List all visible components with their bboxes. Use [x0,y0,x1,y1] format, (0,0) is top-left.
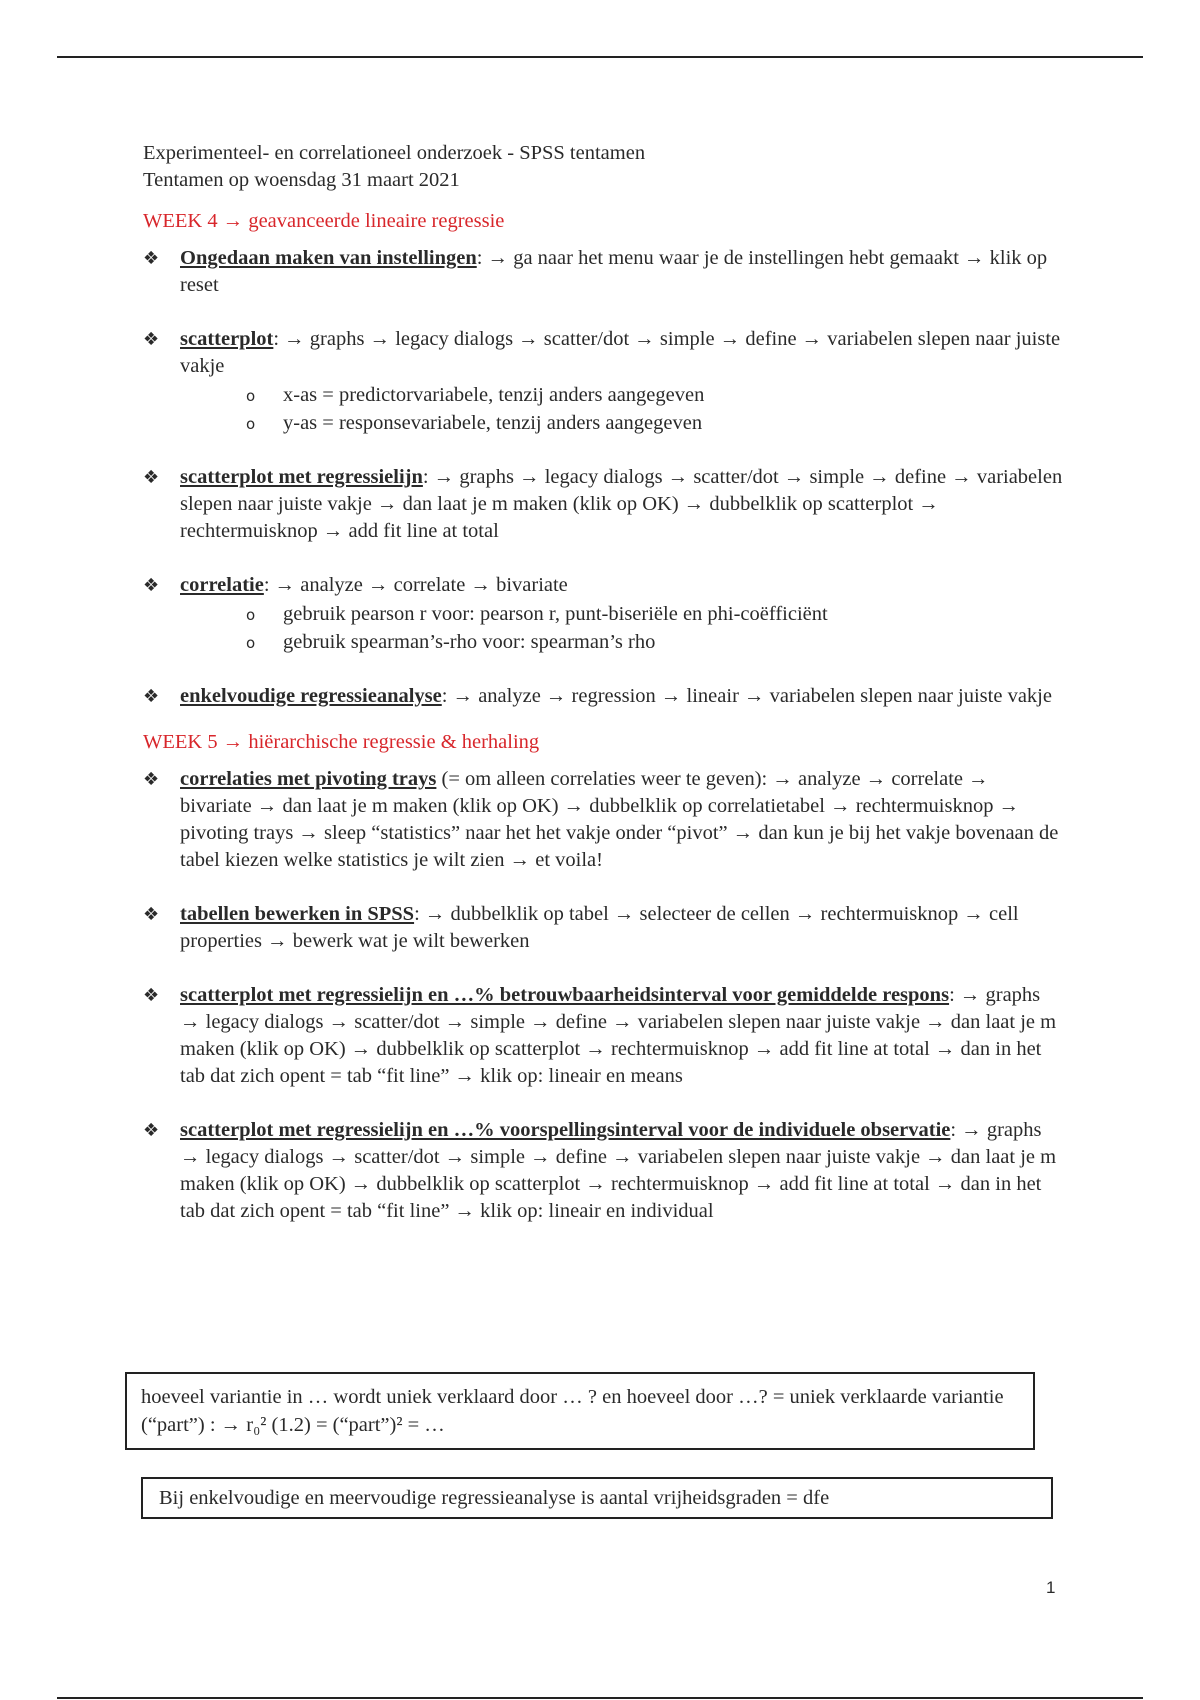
week5-list [143,766,1063,1225]
diamond-bullet-icon: ❖ [143,769,160,790]
document-body [143,140,1063,1252]
bullet-text: : → analyze → regression → lineair → variabelen slepen naar juiste vakje [441,685,1052,707]
bullet-text: (= om alleen correlaties weer te geven): → analyze → correlate → bivariate → dan laat je m maken (klik op OK) → dubbelklik op correlatietabel → rechtermuisknop → pivoting trays → sleep “statistics” naar het het vakje onder “pivot” → dan kun je bij het vakje bovenaan de tabel kiezen welke statistics je wilt zien → et voila! [180,768,1059,871]
diamond-bullet-icon: ❖ [143,575,160,596]
diamond-bullet-icon: ❖ [143,248,160,269]
bullet-term: tabellen bewerken in SPSS [180,903,415,925]
sub-list [180,382,1063,437]
circle-bullet-icon: o [246,415,256,433]
doc-date: Tentamen op woensdag 31 maart 2021 [143,169,460,191]
sub-item-text: y-as = responsevariabele, tenzij anders aangegeven [283,412,703,434]
bullet-text: : → graphs → legacy dialogs → scatter/dot → simple → define → variabelen slepen naar juiste vakje → dan laat je m maken (klik op OK) → dubbelklik op scatterplot → rechtermuisknop → add fit line at total [180,466,1063,542]
bullet-term: correlaties met pivoting trays [180,768,437,790]
sub-item-text: gebruik spearman’s-rho voor: spearman’s rho [283,631,656,653]
bullet-item [143,1117,1063,1225]
diamond-bullet-icon: ❖ [143,1120,160,1141]
sub-list-item [180,410,1063,437]
diamond-bullet-icon: ❖ [143,686,160,707]
doc-title: Experimenteel- en correlationeel onderzoek - SPSS tentamen [143,142,646,164]
sub-list-item [180,601,1063,628]
diamond-bullet-icon: ❖ [143,467,160,488]
bullet-item [143,245,1063,299]
bullet-term: Ongedaan maken van instellingen [180,247,477,269]
page-number: 1 [1046,1578,1056,1597]
bullet-term: enkelvoudige regressieanalyse [180,685,442,707]
note-box-degrees-of-freedom [141,1477,1053,1519]
circle-bullet-icon: o [246,634,256,652]
bullet-text: : → analyze → correlate → bivariate [263,574,568,596]
week4-heading: WEEK 4 → geavanceerde lineaire regressie [143,210,505,232]
bullet-item [143,766,1063,874]
bullet-text: : → graphs → legacy dialogs → scatter/dot → simple → define → variabelen slepen naar juiste vakje [180,328,1061,377]
circle-bullet-icon: o [246,606,256,624]
bullet-text: : → dubbelklik op tabel → selecteer de cellen → rechtermuisknop → cell properties → bewerk wat je wilt bewerken [180,903,1019,952]
bullet-term: scatterplot met regressielijn [180,466,423,488]
bullet-term: scatterplot met regressielijn en …% voorspellingsinterval voor de individuele observatie [180,1119,951,1141]
diamond-bullet-icon: ❖ [143,329,160,350]
bullet-text: : → ga naar het menu waar je de instellingen hebt gemaakt → klik op reset [180,247,1048,296]
bullet-item [143,464,1063,545]
note-box-text: hoeveel variantie in … wordt uniek verklaard door … ? en hoeveel door …? = uniek verklaarde variantie (“part”) : → r₀² (1.2) = (“part”)² = … [141,1386,1004,1436]
sub-item-text: x-as = predictorvariabele, tenzij anders aangegeven [283,384,705,406]
bullet-term: correlatie [180,574,264,596]
circle-bullet-icon: o [246,387,256,405]
bullet-item [143,326,1063,437]
note-box-unique-variance [125,1372,1035,1450]
sub-list-item [180,382,1063,409]
bullet-term: scatterplot met regressielijn en …% betrouwbaarheidsinterval voor gemiddelde respons [180,984,950,1006]
bullet-item [143,901,1063,955]
sub-item-text: gebruik pearson r voor: pearson r, punt-biseriële en phi-coëfficiënt [283,603,828,625]
bullet-term: scatterplot [180,328,274,350]
bullet-text: : → graphs → legacy dialogs → scatter/dot → simple → define → variabelen slepen naar juiste vakje → dan laat je m maken (klik op OK) → dubbelklik op scatterplot → rechtermuisknop → add fit line at total → dan in het tab dat zich opent = tab “fit line” → klik op: lineair en individual [180,1119,1057,1222]
bullet-item [143,982,1063,1090]
bullet-item [143,683,1063,710]
bullet-item [143,572,1063,656]
diamond-bullet-icon: ❖ [143,985,160,1006]
week5-heading: WEEK 5 → hiërarchische regressie & herhaling [143,731,540,753]
diamond-bullet-icon: ❖ [143,904,160,925]
week4-list [143,245,1063,710]
sub-list [180,601,1063,656]
note-box-text: Bij enkelvoudige en meervoudige regressieanalyse is aantal vrijheidsgraden = dfe [159,1487,830,1509]
sub-list-item [180,629,1063,656]
top-rule [57,56,1143,58]
bullet-text: : → graphs → legacy dialogs → scatter/dot → simple → define → variabelen slepen naar juiste vakje → dan laat je m maken (klik op OK) → dubbelklik op scatterplot → rechtermuisknop → add fit line at total → dan in het tab dat zich opent = tab “fit line” → klik op: lineair en means [180,984,1057,1087]
bottom-rule [57,1697,1143,1699]
